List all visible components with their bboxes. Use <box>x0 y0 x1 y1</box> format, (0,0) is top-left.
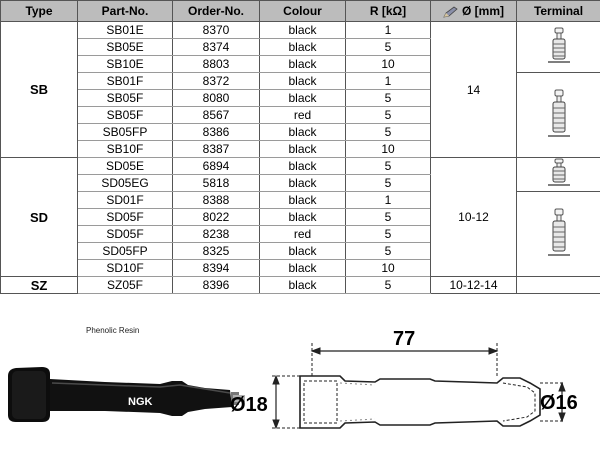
part-no-cell: SD10F <box>78 260 173 277</box>
table-row <box>1 22 600 39</box>
part-no-cell: SD05E <box>78 158 173 175</box>
resistance-cell: 1 <box>346 22 431 39</box>
terminal-cell <box>517 192 600 277</box>
diameter-cell-sd: 10-12 <box>431 158 517 277</box>
colour-cell: black <box>260 141 346 158</box>
colour-cell: black <box>260 192 346 209</box>
resistance-cell: 10 <box>346 260 431 277</box>
type-cell-sz: SZ <box>1 277 78 294</box>
terminal-e-icon <box>545 26 573 66</box>
header-type: Type <box>1 1 78 22</box>
part-no-cell: SB01E <box>78 22 173 39</box>
header-terminal: Terminal <box>517 1 600 22</box>
order-no-cell: 8238 <box>173 226 260 243</box>
table-row <box>1 277 600 294</box>
order-no-cell: 8567 <box>173 107 260 124</box>
colour-cell: black <box>260 209 346 226</box>
header-order-no: Order-No. <box>173 1 260 22</box>
colour-cell: black <box>260 22 346 39</box>
part-no-cell: SZ05F <box>78 277 173 294</box>
right-diameter-label: Ø16 <box>540 392 578 414</box>
header-resistance: R [kΩ] <box>346 1 431 22</box>
pen-icon <box>443 6 459 18</box>
part-no-cell: SB05F <box>78 90 173 107</box>
colour-cell: black <box>260 175 346 192</box>
header-diameter <box>431 1 517 22</box>
resistance-cell: 5 <box>346 277 431 294</box>
header-row <box>1 1 600 22</box>
resistance-cell: 1 <box>346 192 431 209</box>
order-no-cell: 8388 <box>173 192 260 209</box>
part-no-cell: SD05F <box>78 226 173 243</box>
resistance-cell: 5 <box>346 90 431 107</box>
diameter-cell-sz: 10-12-14 <box>431 277 517 294</box>
part-no-cell: SB01F <box>78 73 173 90</box>
colour-cell: black <box>260 73 346 90</box>
resistance-cell: 5 <box>346 175 431 192</box>
part-no-cell: SD01F <box>78 192 173 209</box>
type-cell-sb: SB <box>1 22 78 158</box>
resistance-cell: 10 <box>346 56 431 73</box>
terminal-f-icon <box>545 205 573 261</box>
resistance-cell: 5 <box>346 39 431 56</box>
terminal-cell-empty <box>517 277 600 294</box>
type-cell-sd: SD <box>1 158 78 277</box>
order-no-cell: 8374 <box>173 39 260 56</box>
part-no-cell: SB05FP <box>78 124 173 141</box>
part-no-cell: SB10E <box>78 56 173 73</box>
resistance-cell: 5 <box>346 226 431 243</box>
order-no-cell: 8803 <box>173 56 260 73</box>
table-row <box>1 158 600 175</box>
order-no-cell: 8080 <box>173 90 260 107</box>
colour-cell: red <box>260 226 346 243</box>
resistance-cell: 5 <box>346 209 431 226</box>
order-no-cell: 8370 <box>173 22 260 39</box>
resistance-cell: 10 <box>346 141 431 158</box>
resistance-cell: 5 <box>346 243 431 260</box>
terminal-e-icon <box>545 158 573 188</box>
colour-cell: black <box>260 39 346 56</box>
colour-cell: black <box>260 277 346 294</box>
order-no-cell: 8372 <box>173 73 260 90</box>
terminal-cell <box>517 22 600 73</box>
part-no-cell: SB05E <box>78 39 173 56</box>
left-diameter-label: Ø18 <box>230 394 268 416</box>
length-dimension-label: 77 <box>393 328 416 350</box>
material-label: Phenolic Resin <box>86 326 140 335</box>
part-no-cell: SB05F <box>78 107 173 124</box>
order-no-cell: 5818 <box>173 175 260 192</box>
colour-cell: black <box>260 56 346 73</box>
part-no-cell: SD05FP <box>78 243 173 260</box>
resistance-cell: 5 <box>346 107 431 124</box>
order-no-cell: 8325 <box>173 243 260 260</box>
terminal-cell <box>517 73 600 158</box>
order-no-cell: 8387 <box>173 141 260 158</box>
colour-cell: black <box>260 260 346 277</box>
order-no-cell: 8022 <box>173 209 260 226</box>
colour-cell: black <box>260 124 346 141</box>
diameter-cell-sb: 14 <box>431 22 517 158</box>
header-part-no: Part-No. <box>78 1 173 22</box>
resistance-cell: 1 <box>346 73 431 90</box>
part-no-cell: SB10F <box>78 141 173 158</box>
brand-logo: NGK <box>128 396 153 408</box>
header-diameter-label: Ø [mm] <box>462 4 504 18</box>
order-no-cell: 8396 <box>173 277 260 294</box>
terminal-f-icon <box>545 86 573 142</box>
resistance-cell: 5 <box>346 158 431 175</box>
header-colour: Colour <box>260 1 346 22</box>
order-no-cell: 8394 <box>173 260 260 277</box>
colour-cell: black <box>260 90 346 107</box>
colour-cell: red <box>260 107 346 124</box>
order-no-cell: 6894 <box>173 158 260 175</box>
dimension-drawing <box>272 343 565 428</box>
order-no-cell: 8386 <box>173 124 260 141</box>
cap-photo <box>8 367 245 422</box>
cap-drawing <box>0 321 600 462</box>
part-no-cell: SD05EG <box>78 175 173 192</box>
part-no-cell: SD05F <box>78 209 173 226</box>
colour-cell: black <box>260 158 346 175</box>
resistance-cell: 5 <box>346 124 431 141</box>
terminal-cell <box>517 158 600 192</box>
colour-cell: black <box>260 243 346 260</box>
